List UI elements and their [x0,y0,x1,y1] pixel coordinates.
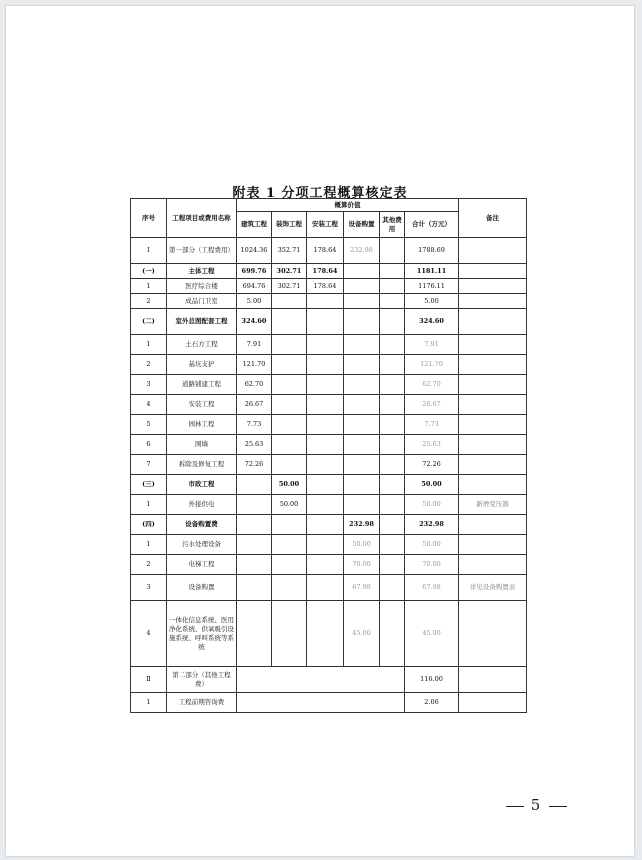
cell-installation [307,475,344,495]
cell-equipment [344,415,380,435]
cell-installation [307,555,344,575]
cell-construction [237,495,272,515]
cell-seq: (一) [131,264,167,279]
cell-other [380,601,405,667]
cell-other [380,335,405,355]
cell-remark [459,264,527,279]
cell-total: 7.91 [405,335,459,355]
cell-construction: 62.70 [237,375,272,395]
cell-seq: 1 [131,535,167,555]
header-other: 其他费用 [380,212,405,238]
cell-construction [237,475,272,495]
cell-equipment [344,309,380,335]
cell-total: 45.00 [405,601,459,667]
cell-decoration [272,294,307,309]
table-row [131,309,527,335]
table-row [131,555,527,575]
cell-merged-empty [237,693,405,713]
cell-name: 土石方工程 [167,335,237,355]
table-row [131,475,527,495]
cell-remark: 详见设备购置表 [459,575,527,601]
cell-construction [237,555,272,575]
cell-seq: 2 [131,555,167,575]
cell-equipment [344,435,380,455]
cell-equipment: 232.98 [344,515,380,535]
cell-seq: 1 [131,335,167,355]
cell-remark [459,515,527,535]
table-row [131,415,527,435]
table-row [131,264,527,279]
cell-construction: 7.91 [237,335,272,355]
cell-construction: 7.73 [237,415,272,435]
cell-decoration [272,375,307,395]
cell-installation [307,515,344,535]
cell-decoration [272,455,307,475]
cell-decoration [272,535,307,555]
cell-remark [459,435,527,455]
cell-seq: 1 [131,693,167,713]
cell-name: 基坑支护 [167,355,237,375]
table-row [131,375,527,395]
cell-equipment: 50.00 [344,535,380,555]
cell-total: 67.98 [405,575,459,601]
cell-remark [459,667,527,693]
cell-installation [307,435,344,455]
cell-construction [237,535,272,555]
cell-other [380,294,405,309]
document-page [6,6,634,856]
cell-equipment [344,264,380,279]
page-footer [506,796,567,814]
table-row [131,693,527,713]
cell-name: 医疗综合楼 [167,279,237,294]
cell-construction: 25.63 [237,435,272,455]
table-row [131,355,527,375]
cell-seq: 3 [131,375,167,395]
table-title: 附表 1 分项工程概算核定表 [232,186,408,201]
cell-total: 70.00 [405,555,459,575]
budget-table [130,198,527,713]
cell-other [380,435,405,455]
footer-dash-left [506,806,524,807]
cell-seq: 2 [131,355,167,375]
cell-remark [459,335,527,355]
cell-installation [307,375,344,395]
cell-equipment: 70.00 [344,555,380,575]
cell-remark [459,238,527,264]
cell-remark [459,535,527,555]
cell-construction [237,575,272,601]
cell-other [380,238,405,264]
page-number: 5 [530,796,543,814]
cell-decoration [272,435,307,455]
cell-remark [459,355,527,375]
cell-installation [307,395,344,415]
cell-total: 2.06 [405,693,459,713]
cell-other [380,555,405,575]
cell-total: 1181.11 [405,264,459,279]
cell-name: 拆除及修复工程 [167,455,237,475]
cell-total: 121.70 [405,355,459,375]
cell-remark [459,693,527,713]
cell-seq: (二) [131,309,167,335]
table-row [131,435,527,455]
cell-name: 外接供电 [167,495,237,515]
cell-remark [459,309,527,335]
cell-construction: 324.60 [237,309,272,335]
cell-total: 1176.11 [405,279,459,294]
cell-construction: 5.00 [237,294,272,309]
cell-total: 50.00 [405,495,459,515]
cell-equipment [344,395,380,415]
cell-decoration: 302.71 [272,279,307,294]
cell-name: 成品门卫室 [167,294,237,309]
cell-construction: 694.76 [237,279,272,294]
cell-construction [237,515,272,535]
cell-seq: 1 [131,279,167,294]
cell-equipment: 45.00 [344,601,380,667]
header-decoration: 装饰工程 [272,212,307,238]
cell-decoration [272,555,307,575]
cell-total: 7.73 [405,415,459,435]
cell-equipment: 67.98 [344,575,380,601]
cell-seq: Ⅱ [131,667,167,693]
cell-other [380,415,405,435]
cell-total: 5.00 [405,294,459,309]
cell-installation [307,575,344,601]
cell-total: 116.00 [405,667,459,693]
header-construction: 建筑工程 [237,212,272,238]
cell-construction: 121.70 [237,355,272,375]
cell-other [380,575,405,601]
table-row [131,667,527,693]
cell-seq: 4 [131,601,167,667]
cell-other [380,495,405,515]
cell-total: 62.70 [405,375,459,395]
cell-other [380,395,405,415]
cell-name: 围墙 [167,435,237,455]
cell-installation [307,455,344,475]
cell-equipment: 232.98 [344,238,380,264]
cell-seq: 4 [131,395,167,415]
cell-name: 园林工程 [167,415,237,435]
cell-installation [307,495,344,515]
cell-name: 道路铺建工程 [167,375,237,395]
cell-other [380,279,405,294]
table-row [131,601,527,667]
header-remark: 备注 [459,199,527,238]
cell-other [380,475,405,495]
cell-remark [459,475,527,495]
footer-dash-right [549,806,567,807]
cell-total: 1788.69 [405,238,459,264]
cell-installation [307,335,344,355]
cell-installation [307,309,344,335]
cell-remark [459,294,527,309]
cell-name: 设备购置费 [167,515,237,535]
cell-construction: 1024.36 [237,238,272,264]
cell-equipment [344,355,380,375]
cell-remark [459,455,527,475]
cell-total: 324.60 [405,309,459,335]
cell-seq: Ⅰ [131,238,167,264]
cell-name: 安装工程 [167,395,237,415]
cell-total: 50.00 [405,535,459,555]
cell-total: 232.98 [405,515,459,535]
cell-name: 第一部分（工程费用） [167,238,237,264]
table-row [131,279,527,294]
cell-equipment [344,475,380,495]
cell-name: 设备购置 [167,575,237,601]
cell-name: 第二部分（其他工程费） [167,667,237,693]
header-installation: 安装工程 [307,212,344,238]
table-row [131,455,527,475]
cell-total: 72.26 [405,455,459,475]
cell-decoration [272,515,307,535]
cell-seq: (三) [131,475,167,495]
cell-decoration [272,309,307,335]
cell-equipment [344,294,380,309]
cell-merged-empty [237,667,405,693]
cell-installation [307,601,344,667]
cell-installation: 178.64 [307,279,344,294]
cell-decoration: 352.71 [272,238,307,264]
cell-name: 室外总图配套工程 [167,309,237,335]
cell-total: 50.00 [405,475,459,495]
cell-name: 电梯工程 [167,555,237,575]
cell-installation [307,294,344,309]
cell-other [380,455,405,475]
header-name: 工程项目或费用名称 [167,199,237,238]
cell-seq: 2 [131,294,167,309]
cell-remark [459,555,527,575]
cell-construction: 26.67 [237,395,272,415]
cell-remark [459,279,527,294]
cell-remark [459,395,527,415]
cell-equipment [344,495,380,515]
cell-total: 25.63 [405,435,459,455]
cell-decoration [272,575,307,601]
header-equipment: 设备购置 [344,212,380,238]
cell-construction: 72.26 [237,455,272,475]
table-row [131,535,527,555]
cell-other [380,515,405,535]
cell-other [380,535,405,555]
cell-total: 26.67 [405,395,459,415]
header-seq: 序号 [131,199,167,238]
cell-seq: 3 [131,575,167,601]
cell-construction: 699.76 [237,264,272,279]
cell-other [380,309,405,335]
cell-other [380,264,405,279]
cell-equipment [344,375,380,395]
cell-seq: 7 [131,455,167,475]
cell-name: 污水处理设备 [167,535,237,555]
cell-equipment [344,335,380,355]
table-row [131,395,527,415]
cell-decoration: 302.71 [272,264,307,279]
cell-decoration [272,335,307,355]
cell-seq: 6 [131,435,167,455]
cell-decoration: 50.00 [272,475,307,495]
cell-installation [307,535,344,555]
cell-other [380,375,405,395]
cell-installation: 178.64 [307,264,344,279]
cell-name: 工程前期咨询费 [167,693,237,713]
table-row [131,575,527,601]
header-estimate-value: 概算价值 [237,199,459,212]
cell-decoration [272,355,307,375]
cell-equipment [344,279,380,294]
cell-name: 主体工程 [167,264,237,279]
cell-remark [459,375,527,395]
cell-seq: (四) [131,515,167,535]
cell-installation [307,355,344,375]
cell-decoration: 50.00 [272,495,307,515]
cell-equipment [344,455,380,475]
cell-construction [237,601,272,667]
cell-remark: 新增变压器 [459,495,527,515]
cell-seq: 5 [131,415,167,435]
cell-other [380,355,405,375]
cell-seq: 1 [131,495,167,515]
cell-installation: 178.64 [307,238,344,264]
table-row [131,335,527,355]
cell-installation [307,415,344,435]
table-row [131,495,527,515]
cell-decoration [272,601,307,667]
cell-decoration [272,395,307,415]
cell-name: 一体化信息系统、医用净化系统、供氧吸引设施系统、呼叫系统等系统 [167,601,237,667]
header-total: 合计（万元） [405,212,459,238]
cell-remark [459,601,527,667]
cell-name: 市政工程 [167,475,237,495]
table-row [131,294,527,309]
table-row [131,238,527,264]
cell-remark [459,415,527,435]
table-row [131,515,527,535]
cell-decoration [272,415,307,435]
